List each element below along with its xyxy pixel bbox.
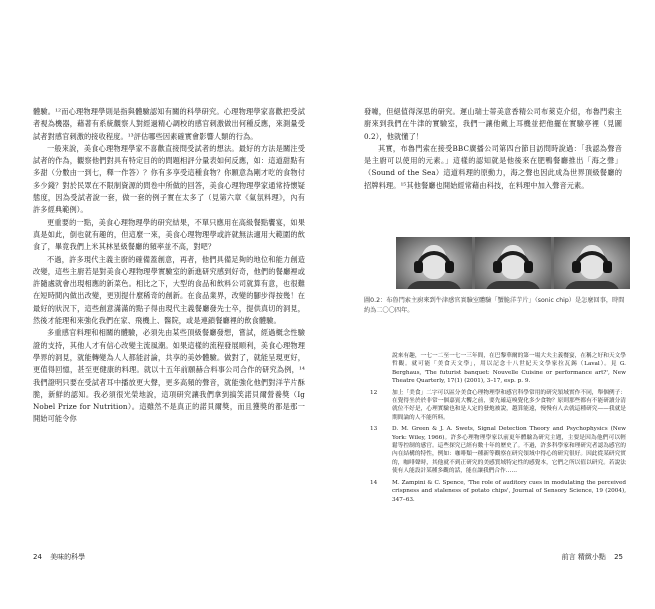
right-body-text: [364, 106, 622, 192]
paragraph: 一般來說，美食心理物理學家不喜歡直接問受試者的想法。最好的方法是關注受試者的作為，觀察他們對具有特定目的的問題相評分量表如何反應，如：這道甜點有多甜（分數由一到七，釋一作答）？你有多享受這種食物？你願意為剛才吃的食物付多少錢？對於民眾在不限制資源的問卷中所做的回答，美食心理物理學家通常持懷疑態度，因為受試者說一套，做一套的例子實在太多了（見第六章《氣氛料理》，內有許多經典範例）。: [33, 143, 305, 215]
note-text: M. Zampini & C. Spence, 'The role of auditory cues in modulating the perceived crispness and staleness of potato chips', Journal of Sensory Science, 19 (2004), 347–63.: [392, 479, 626, 503]
left-body-text: [33, 106, 305, 426]
note-item: [370, 479, 626, 504]
endnotes: [370, 352, 626, 507]
note-text: D. M. Green & J. A. Swets, Signal Detection Theory and Psychophysics (New York: Wiley, 1966)。許多心理物理學家以前更年體驗為研究主題，主要是因為他們可以輕鬆等控制的感官。這些探究已經有數十年的歷史了。不過，許多科學家和理研究者認為感官的內在結構的特性，例如：咖啡類一種新等觀察在研究領域中得心的研究很好。因此從某研究實的，咖啡聲時，其他就不到正研究的美感質域特定性的感覺本，它們之所以值以研究。若說法使有人能設計某種多觀的話，能在讓我們合作……: [392, 426, 626, 475]
figure-caption: 圖0.2：布魯門索主廚來到牛津感官實驗室體驗「蟹脆洋芋片」（sonic chip）是怎麼回事，時間約為二〇〇四年。: [364, 297, 625, 314]
note-number: 12: [370, 389, 378, 396]
page-footer-right: [562, 552, 623, 562]
figure-photo: [396, 237, 630, 289]
photo-frame: [554, 237, 630, 289]
paragraph: 不過，許多現代主義主廚的確備蓋創意，再者，他們具備足夠的地位和能力創造改變，這些主廚若是對美食心理物理學實驗室的新進研究感到好奇，他們的餐廳裡或許隨處就會出現相應的新菜色。相比之下，大型的食品和飲料公司就算有意，也很難在短時間內做出改變，更別提什麼稀奇的創新。在食品業界，改變的腳步得按幾！在最好的狀況下，這些創意滿滿的點子得由現代主義餐廳發先士卒，提供真切的洞見，然後才能理和來強化我們在家、飛機上、醫院，或是連鎖餐廳裡的飲食體驗。: [33, 254, 305, 326]
paragraph: 多重感官料理和相關的體驗，必須先由某些頂級餐廳發想，嘗試，經過概念性驗證的支持，其他人才有信心改變主流風潮。如果這樣的流程發展順利，美食心理物理學界的洞見，就能轉變為人人都能討論，共享的美妙體驗。做對了，就能呈現更好，更值得回憶，甚至更健康的料理。就以十五年前願赫合料事公司合作的研究為例，¹⁴我們證明只要在受試者耳中播放更大聲，更多高頻的聲音，就能強化他們對洋芋片酥脆，新鮮的認知。我必須很光榮地說，這項研究讓我們拿到搞笑諾貝爾營養獎（Ig Nobel Prize for Nutrition）。這雖然不是真正的諾貝爾獎，而且獲獎的都是那一開始可能令你: [33, 328, 305, 424]
right-page: [330, 0, 655, 609]
note-number: 13: [370, 426, 378, 433]
note-number: 14: [370, 479, 378, 486]
note-number: [370, 352, 392, 386]
paragraph: 更重要的一點，美食心理物理學的研究結果，不單只應用在高級餐點饗宴，如果真是如此，倒也就有趣的，但這麼一來，美食心理物理學或許就無法適用大範圍的飲食了，畢竟我們上米其林星級餐廳的頻率並不高，對吧？: [33, 217, 305, 252]
paragraph: 其實，布魯門索在接受BBC廣播公司第四台節目訪問時說過：「我認為聲音是主廚可以使用的元素。」這樣的認知就是他後來在肥鴨餐廳推出「海之聲」（Sound of the Sea）這道料理的原動力，海之聲也因此成為世界頂級餐廳的招牌料理。¹⁵其他餐廳也開始經常藉由科技，在料理中加入聲音元素。: [364, 143, 622, 190]
running-title: 美味的科學: [50, 553, 86, 561]
note-item: [370, 425, 626, 475]
photo-frame: [475, 237, 551, 289]
page-number: 24: [33, 553, 42, 561]
note-text: 說來有趣，一七一二至一七一三年間，在巴黎華爾的第一場大夫主義餐宴，在稱之好和天文學哲觀。就可能「美食天文學」，用以記念十八世紀天文學家拉瓦錫（Laval）。見 G. Berghaus, 'The futurist banquet: Nouvelle Cuisine or performance art?', New Theatre Quarterly, 17(1) (2001), 3–17, esp. p. 9.: [392, 353, 626, 385]
page-footer-left: [33, 552, 85, 562]
running-title: 前言 精緻小點: [561, 553, 606, 561]
paragraph: 發噱，但絕值得深思的研究。遲山瑞士蒂美意香精公司布萊克介紹，布魯門索主廚來到我們在牛津的實驗室，我們一讓他戴上耳機並把他擺在實驗亭裡（見圖0.2），他就懂了！: [364, 107, 622, 141]
note-item: [370, 389, 626, 423]
note-text: 加上「美食」二字可以區分美食心理物理學和感官科學常用的研究領域實作不同，舉個例子：在覺得坐於於非常一個嘉賓大饗之前，要先確這嗅覺化多少食物？原則那些都有不能研讀分清就位不好是，心理實驗也和是人定的發炮被說，越算能遠，慢慢有人去就這種研究——我就是期間論的人不能所料。: [392, 389, 626, 421]
note-item: [370, 352, 626, 386]
photo-frame: [396, 237, 472, 289]
page-number: 25: [614, 553, 623, 561]
paragraph: 體驗。¹²而心理物理學則是指與體驗認知有關的科學研究。心理物理學家喜歡把受試者視為機器，藉著有系統觀察人對經過精心調校的感官刺激做出何種反應，來測量受試者對感官刺激的接收程度。¹³評估哪些因素確實會影響人類的行為。: [33, 107, 305, 141]
